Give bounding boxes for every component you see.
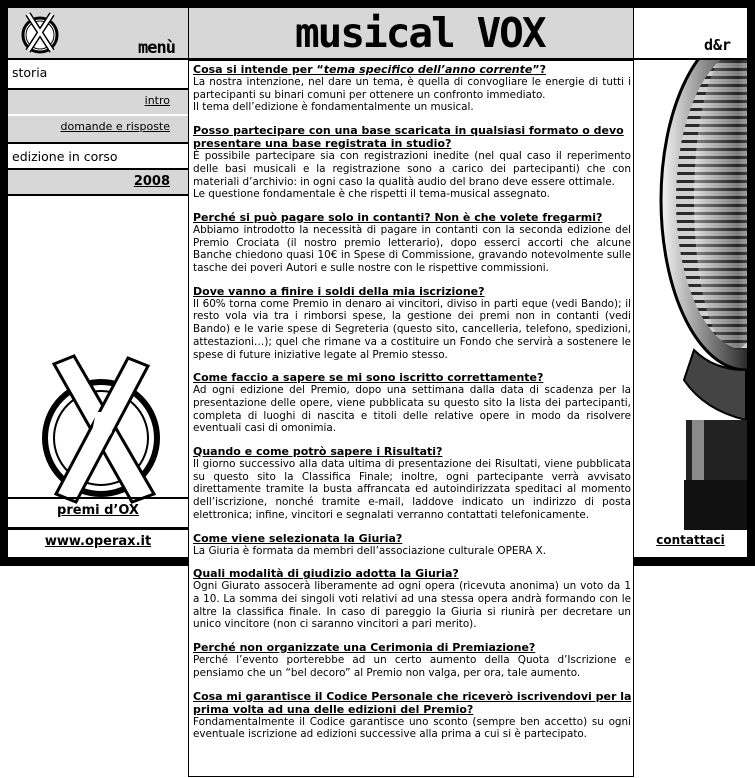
sidebar-item-label: edizione in corso [12, 149, 118, 164]
sidebar-item-faq [8, 116, 188, 144]
faq-question: Perché si può pagare solo in contanti? Non è che volete fregarmi? [193, 210, 603, 224]
header-title-bar [189, 8, 633, 58]
faq-question: Perché non organizzate una Cerimonia di Premiazione? [193, 641, 536, 655]
question-text: ”? [532, 63, 546, 76]
contact-link[interactable]: contattaci [656, 533, 725, 547]
faq-question: Come viene selezionata la Giuria? [193, 531, 403, 545]
faq-question: Dove vanno a finire i soldi della mia iscrizione? [193, 284, 485, 298]
faq-question [193, 63, 633, 76]
menu-label: menù [138, 38, 175, 58]
faq-item [193, 63, 633, 114]
faq-answer: Perché l’evento porterebbe ad un certo aumento della Quota d’Iscrizione e pensiamo che un “bel decoro” al Premio non valga, per ora, tale aumento. [193, 654, 631, 679]
sidebar-item-intro [8, 90, 188, 116]
question-text: Cosa si intende per “ [193, 63, 324, 76]
faq-answer: Ogni Giurato assocerà liberamente ad ogni opera (ricevuta anonima) un voto da 1 a 10. La somma dei singoli voti relativi ad una stessa opera andrà formando con le altre la classifica finale. In caso di pareggio la Giuria si riunirà per decretare un unico vincitore (non ci saranno vincitori a pari merito). [193, 580, 631, 631]
faq-answer: È possibile partecipare sia con registrazioni inedite (nel qual caso il reperimento delle basi musicali e la registrazione sono a carico dei partecipanti) che con materiali d’archivio: in ogni caso la qualità audio del brano deve essere ottimale. Le questione fondamentale è che rispetti il tema-musical assegnato. [193, 150, 631, 201]
faq-item [193, 690, 633, 741]
faq-answer: Fondamentalmente il Codice garantisce uno sconto (sempre ben accetto) su ogni eventuale iscrizione ad edizioni successive alla prima a cui si è partecipato. [193, 715, 631, 741]
faq-question: Cosa mi garantisce il Codice Personale che riceverò iscrivendovi per la prima volta ad una delle edizioni del Premio? [193, 689, 632, 716]
opera-x-large-logo-icon [36, 352, 166, 504]
faq-answer: La nostra intenzione, nel dare un tema, è quella di convogliare le energie di tutti i partecipanti su binari comuni per ottenere un confronto immediato. Il tema dell’edizione è fondamentalmente un musical. [193, 76, 631, 114]
faq-answer: Ad ogni edizione del Premio, dopo una settimana dalla data di scadenza per la presentazione delle opere, viene pubblicata su questo sito la lista dei partecipanti, completa di luoghi di nascita e titoli delle relative opere in modo da risolvere eventuali casi di omonimia. [193, 384, 631, 435]
right-sidebar [634, 60, 747, 557]
opera-x-logo-icon[interactable] [18, 11, 62, 55]
faq-link[interactable]: domande e risposte [60, 120, 170, 133]
header-left [8, 8, 188, 58]
faq-answer: Abbiamo introdotto la necessità di pagare in contanti con la seconda edizione del Premio Crociata (il nostro premio letterario), dopo esserci accorti che alcune Banche chiedono quasi 10€ in Spese di Commissione, gravando notevolmente sulle tasche dei poveri Autori e sulle nostre con le rispettive commissioni. [193, 223, 631, 275]
site-title: musical VOX [295, 9, 545, 57]
divider [8, 497, 188, 499]
question-emphasis: tema specifico dell’anno corrente [323, 63, 533, 76]
premi-link[interactable]: premi d’OX [57, 503, 139, 518]
faq-content [188, 60, 634, 777]
faq-question: Quali modalità di giudizio adotta la Giuria? [193, 567, 459, 581]
faq-item [193, 211, 633, 275]
dr-label: d&r [704, 36, 732, 54]
faq-item [193, 371, 633, 435]
faq-item [193, 567, 633, 631]
left-sidebar [8, 60, 188, 557]
faq-answer: Il giorno successivo alla data ultima di presentazione dei Risultati, viene pubblicata su questo sito la Classifica Finale; inoltre, ogni partecipante verrà avvisato direttamente tramite la busta affrancata ed autoindirizzata speditaci al momento dell’iscrizione, nonché tramite e-mail, laddove indicato un indirizzo di posta elettronica; infine, vincitori e segnalati verranno contattati telefonicamente. [193, 458, 631, 521]
faq-answer: La Giuria è formata da membri dell’associazione culturale OPERA X. [193, 544, 547, 557]
faq-question: Come faccio a sapere se mi sono iscritto correttamente? [193, 371, 544, 385]
divider [8, 527, 188, 530]
faq-item [193, 445, 633, 522]
faq-item [193, 641, 633, 679]
sidebar-item-label: storia [12, 65, 48, 80]
faq-item [193, 285, 633, 362]
header-right [634, 8, 747, 58]
site-link[interactable]: www.operax.it [44, 534, 152, 549]
sidebar-item-2008 [8, 170, 188, 196]
faq-question: Quando e come potrò sapere i Risultati? [193, 445, 443, 459]
sidebar-item-storia[interactable] [8, 60, 188, 90]
microphone-image [634, 60, 747, 530]
sidebar-item-edizione[interactable] [8, 144, 188, 170]
faq-item [193, 124, 633, 201]
faq-item [193, 532, 633, 558]
year-link[interactable]: 2008 [133, 174, 170, 189]
intro-link[interactable]: intro [144, 94, 170, 107]
faq-question: Posso partecipare con una base scaricata in qualsiasi formato o devo presentare una base registrata in studio? [193, 124, 624, 151]
faq-answer: Il 60% torna come Premio in denaro ai vincitori, diviso in parti eque (vedi Bando); il resto vola via tra i rimborsi spese, la gestione dei premi non in contanti (vedi Bando) e le varie spese di Segreteria (questo sito, cancelleria, telefono, spedizioni, attestazioni…); quel che rimane va a costituire un Fondo che servirà a sostenere le spese di future iniziative legate al Premio stesso. [193, 297, 631, 361]
